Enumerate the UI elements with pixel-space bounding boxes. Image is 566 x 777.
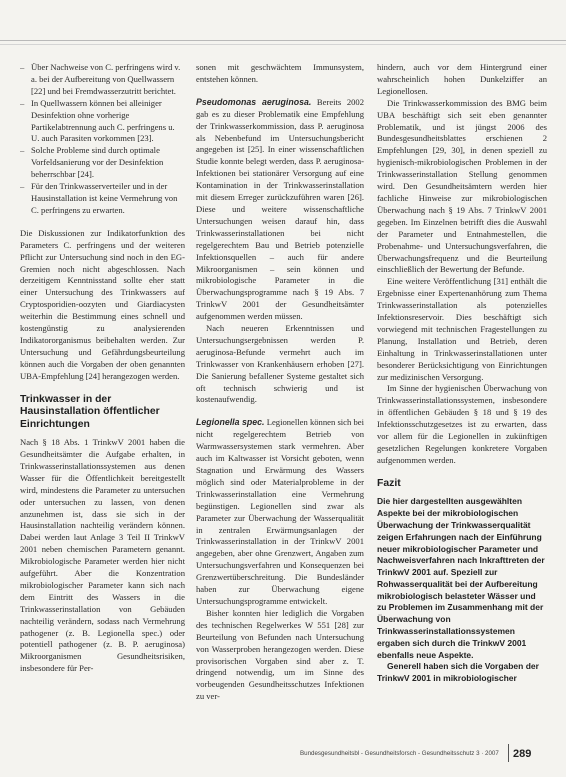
dash-bullet-icon: – <box>20 145 25 156</box>
bullet-item: – Über Nachweise von C. perfringens wird v. a. bei der Aufbereitung von Quellwassern [22] und bei Fremdwasserzutritt berichtet. <box>20 62 181 96</box>
body-paragraph: Bisher konnten hier lediglich die Vorgaben des technischen Regelwerkes W 551 [28] zur Beurteilung von Befunden nach Untersuchung von Wasserproben herangezogen werden. Diese provisorischen Vorgaben sind aber z. T. dringend notwendig, um im Sinne des vorbeugenden Gesundheitsschutzes Infektionen zu ver- <box>196 607 364 702</box>
legionella-heading: Legionella spec. <box>196 417 265 428</box>
page-number: 289 <box>513 748 532 760</box>
header-rule-secondary <box>0 44 566 45</box>
pseudomonas-heading: Pseudomonas aeruginosa. <box>196 96 312 107</box>
bullet-item: – Solche Probleme sind durch optimale Vorfeldsanierung vor der Desinfektion beherrschbar [24]. <box>20 145 164 180</box>
journal-footer: Bundesgesundheitsbl - Gesundheitsforsch - Gesundheitsschutz 3 · 2007 <box>300 750 499 757</box>
body-paragraph: Nach § 18 Abs. 1 TrinkwV 2001 haben die Gesundheitsämter die Aufgabe erhalten, in Trinkwasserinstallationssystemen aus denen Wasser für die Öffentlichkeit bereitgestellt wird, mindestens die Parameter zu untersuchen oder untersuchen zu lassen, von denen anzunehmen ist, dass sie sich in der Hausinstallation nachteilig verändern können. Dabei werden laut Anlage 3 Teil II TrinkwV 2001 neben chemischen Parametern genannt. Mikrobiologische Parameter werden hier nicht aufgeführt. Aber die Konzentration mikrobiologischer Parameter kann sich nach dem Eintritt des Wassers in die Trinkwasserinstallation von Gebäuden nachteilig verändern, sodass nach Vermehrung pathogener (z. B. Legionella spec.) oder potentiell pathogener (z. B. P. aeruginosa) Mikroorganismen Gesundheitsrisiken, insbesondere für Per- <box>20 437 185 674</box>
dash-bullet-icon: – <box>20 62 25 72</box>
body-paragraph: sonen mit geschwächtem Immunsystem, entstehen können. <box>196 62 364 84</box>
legionella-paragraph: Legionella spec. Legionellen können sich bei nicht regelgerechtem Betrieb von Warmwassersystemen stark vermehren. Aber auch im Kaltwasser ist Vorsicht geboten, wenn Stagnation und Erwärmung des Wassers möglich sind oder Materialprobleme in der Trinkwasserinstallation eine Vermehrung begünstigen. Legionellen sind zwar als Parameter zur Überwachung der Wasserqualität in zentralen Erwärmungsanlagen der Trinkwasserinstallation in der TrinkwV 2001 angegeben, aber ohne Grenzwert, Angaben zum Untersuchungsverfahren und Konsequenzen bei Grenzwertüberschreitung. Die Bundesländer haben zur Überwachung eigene Untersuchungsprogramme entwickelt. <box>196 417 364 606</box>
body-paragraph: hindern, auch vor dem Hintergrund einer wahrscheinlich hohen Dunkelziffer an Legionellosen. <box>377 62 547 96</box>
column-right <box>377 62 547 752</box>
column-middle <box>196 62 364 752</box>
pseudomonas-paragraph: Pseudomonas aeruginosa. Bereits 2002 gab es zu dieser Problematik eine Empfehlung der Trinkwasserkommission, dass P. aeruginosa als Nebenbefund im Untersuchungsbericht angegeben ist [25]. In einer wissenschaftlichen Studie konnte belegt werden, dass P. aeruginosa-Infektionen bei stationärer Versorgung auf eine Kontamination in der Trinkwasserinstallation mit diesem Erreger zurückzuführen waren [26]. Diese und weitere wissenschaftliche Untersuchungen weisen darauf hin, dass Trinkwasserinstallationen bei nicht regelgerechtem Bau und Betrieb potenzielle Infektionsquellen – auch für andere Mikroorganismen – sein können und mikrobiologische Parameter in die Überwachungsprogramme nach § 19 Abs. 7 TrinkwV 2001 der Gesundheitsämter aufgenommen werden müssen. <box>196 96 364 322</box>
body-paragraph: Nach neueren Erkenntnissen und Untersuchungsergebnissen werden P. aeruginosa-Befunde vermehrt auch im Trinkwasser von Krankenhäusern erhoben [27]. Die Sanierung befallener Systeme gestaltet sich oft technisch schwierig und ist kostenaufwendig. <box>196 323 364 405</box>
bullet-item: – Für den Trinkwasserverteiler und in der Hausinstallation ist keine Vermehrung von C. perfringens zu erwarten. <box>20 181 178 215</box>
body-paragraph: Die Trinkwasserkommission des BMG beim UBA beschäftigt sich seit eben genannter Problematik, und ist jüngst 2006 des Bundesgesundheitsblattes erschienen 2 Empfehlungen [29, 30], in denen speziell zu hygienisch-mikrobiologischen Problemen in der Trinkwasserinstallation Stellung genommen wird. Den Gesundheitsämtern werden hier fachliche Hinweise zur mikrobiologischen Überwachung nach § 19 Abs. 7 TrinkwV 2001 gegeben. Im Einzelnen betrifft dies die Auswahl der Parameter und Entnahmestellen, die Probenahme- und Untersuchungsverfahren, die Überwachungsfrequenz und die Beurteilung einschließlich der Bewertung der Befunde. <box>377 97 547 275</box>
dash-bullet-icon: – <box>20 97 25 108</box>
section-heading-fazit: Fazit <box>377 477 401 489</box>
body-paragraph: Im Sinne der hygienischen Überwachung von Trinkwasserinstallationssystemen, insbesondere in öffentlichen Gebäuden § 18 und § 19 des Infektionsschutzgesetzes ist zu erwarten, dass vor allem für die Legionellen in zukünftigen gesetzlichen Regelungen konkretere Vorgaben aufgenommen werden. <box>377 383 547 465</box>
section-heading-hausinstallation: Trinkwasser in der Hausinstallation öffentlicher Einrichtungen <box>20 393 160 430</box>
body-paragraph: Eine weitere Veröffentlichung [31] enthält die Ergebnisse einer Expertenanhörung zum Thema Trinkwasserinstallation als potenzielles Infektionsreservoir. Dies beschäftigt sich vorwiegend mit technischen Fragestellungen zu Planung, Installation und Betrieb, deren Einhaltung in Trinkwasserinstallationen unter besonderer Berücksichtigung von Einrichtungen zur medizinischen Versorgung. <box>377 276 547 382</box>
footer-divider <box>508 744 509 762</box>
body-paragraph: Die Diskussionen zur Indikatorfunktion des Parameters C. perfringens und der weiteren Pflicht zur Untersuchung sind noch in den EG-Gremien noch nicht abgeschlossen. Nach derzeitigem Kenntnisstand sollte eher statt einer Untersuchung des Trinkwassers auf Cryptosporidien-oozyten und Giardiacysten weiterhin die Bestimmung eines schnell und kostengünstig zu analysierenden Indikatororganismus beibehalten werden. Zur Untersuchung und Gefährdungsbeurteilung können auch die Vorgaben der oben genannten UBA-Empfehlung [24] herangezogen werden. <box>20 227 185 381</box>
header-rule <box>0 40 566 41</box>
dash-bullet-icon: – <box>20 181 25 192</box>
column-left <box>20 62 185 752</box>
fazit-paragraph: Generell haben sich die Vorgaben der TrinkwV 2001 in mikrobiologischer <box>377 661 539 684</box>
fazit-paragraph: Die hier dargestellten ausgewählten Aspekte bei der mikrobiologischen Überwachung der Trinkwasserqualität zeigen Erfahrungen nach der Einführung neuer mikrobiologischer Parameter und Nachweisverfahren nach Inkrafttreten der TrinkwV 2001 auf. Speziell zur Rohwasserqualität bei der Aufbereitung mikrobiologisch belasteter Wässer und zu Problemen im Zusammenhang mit der Überwachung von Trinkwasserinstallationssystemen ergaben sich durch die TrinkwV 2001 ebenfalls neue Aspekte. <box>377 496 545 660</box>
bullet-item: – In Quellwassern können bei alleiniger Desinfektion ohne vorherige Partikelabtrennung auch C. perfringens u. U. auch Parasiten vorkommen [23]. <box>20 97 175 144</box>
